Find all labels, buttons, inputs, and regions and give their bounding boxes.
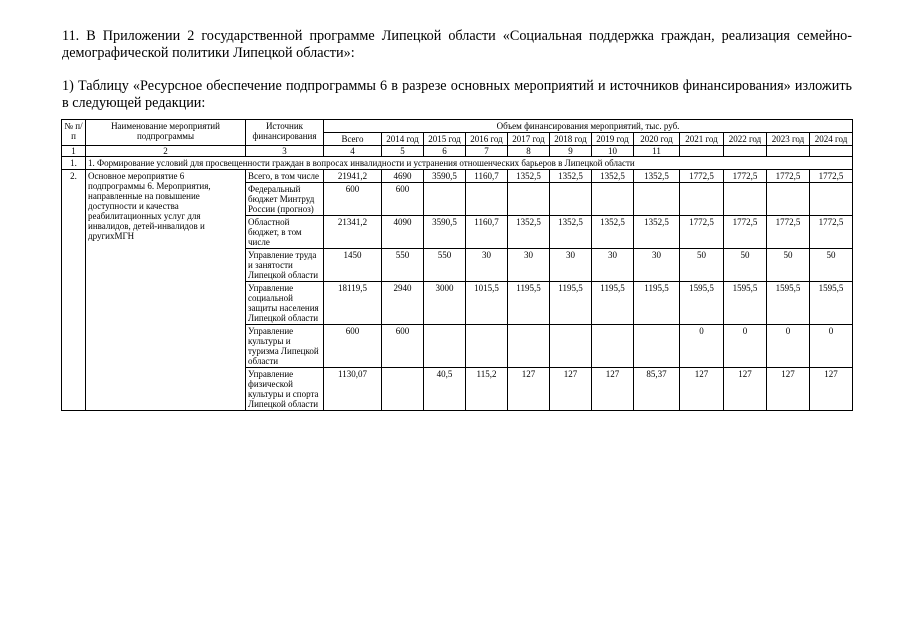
amount-cell: 30 (550, 249, 592, 282)
amount-cell: 0 (680, 325, 724, 368)
amount-cell: 1352,5 (634, 216, 680, 249)
funding-source-cell: Управление физической культуры и спорта Липецкой области (246, 368, 324, 411)
header-funding-source: Источник финансирования (246, 120, 324, 146)
amount-cell: 40,5 (424, 368, 466, 411)
amount-cell (767, 183, 810, 216)
column-number (724, 146, 767, 157)
amount-cell: 1195,5 (508, 282, 550, 325)
column-number: 3 (246, 146, 324, 157)
amount-cell: 1772,5 (810, 170, 853, 183)
amount-cell: 1352,5 (550, 216, 592, 249)
amount-cell: 1352,5 (508, 170, 550, 183)
amount-cell: 600 (324, 183, 382, 216)
amount-cell: 127 (767, 368, 810, 411)
header-year: 2014 год (382, 133, 424, 146)
amount-cell: 1352,5 (508, 216, 550, 249)
amount-cell: 2940 (382, 282, 424, 325)
amount-cell (382, 368, 424, 411)
column-number: 9 (550, 146, 592, 157)
amount-cell: 1772,5 (724, 216, 767, 249)
amount-cell: 30 (634, 249, 680, 282)
column-number: 8 (508, 146, 550, 157)
column-number (680, 146, 724, 157)
amount-cell: 1195,5 (634, 282, 680, 325)
amount-cell: 127 (810, 368, 853, 411)
column-number: 7 (466, 146, 508, 157)
amount-cell: 1195,5 (550, 282, 592, 325)
amount-cell: 1595,5 (767, 282, 810, 325)
amount-cell: 127 (724, 368, 767, 411)
funding-source-cell: Управление социальной защиты населения Липецкой области (246, 282, 324, 325)
header-year: 2021 год (680, 133, 724, 146)
column-number: 1 (62, 146, 86, 157)
amount-cell: 1160,7 (466, 216, 508, 249)
header-number: № п/п (62, 120, 86, 146)
amount-cell: 600 (324, 325, 382, 368)
column-number (767, 146, 810, 157)
amount-cell: 4690 (382, 170, 424, 183)
amount-cell: 1595,5 (810, 282, 853, 325)
item-name: Основное мероприятие 6 подпрограммы 6. Мероприятия, направленные на повышение доступности и качества реабилитационных услуг для инвалидов, детей-инвалидов и другихМГН (86, 170, 246, 411)
amount-cell: 550 (424, 249, 466, 282)
amount-cell (424, 183, 466, 216)
amount-cell: 1772,5 (810, 216, 853, 249)
amount-cell: 1130,07 (324, 368, 382, 411)
amount-cell (508, 183, 550, 216)
funding-source-cell: Управление культуры и туризма Липецкой области (246, 325, 324, 368)
amount-cell: 3000 (424, 282, 466, 325)
amount-cell: 30 (508, 249, 550, 282)
amount-cell: 0 (767, 325, 810, 368)
column-number: 5 (382, 146, 424, 157)
amount-cell: 1352,5 (592, 170, 634, 183)
amount-cell: 1195,5 (592, 282, 634, 325)
amount-cell: 1352,5 (550, 170, 592, 183)
amount-cell: 1595,5 (724, 282, 767, 325)
amount-cell (592, 183, 634, 216)
header-funding-volume: Объем финансирования мероприятий, тыс. руб. (324, 120, 853, 133)
column-number: 11 (634, 146, 680, 157)
header-year: Всего (324, 133, 382, 146)
amount-cell: 18119,5 (324, 282, 382, 325)
amount-cell (592, 325, 634, 368)
amount-cell (550, 325, 592, 368)
section-number: 1. (62, 157, 86, 170)
header-year: 2023 год (767, 133, 810, 146)
amount-cell: 1352,5 (592, 216, 634, 249)
header-year: 2024 год (810, 133, 853, 146)
amount-cell: 1772,5 (767, 170, 810, 183)
amount-cell (424, 325, 466, 368)
amount-cell: 1352,5 (634, 170, 680, 183)
amount-cell (680, 183, 724, 216)
amount-cell: 30 (592, 249, 634, 282)
amount-cell (634, 325, 680, 368)
amount-cell: 3590,5 (424, 216, 466, 249)
header-year: 2019 год (592, 133, 634, 146)
header-year: 2016 год (466, 133, 508, 146)
amount-cell (466, 325, 508, 368)
table-row (62, 170, 853, 183)
amount-cell (724, 183, 767, 216)
amount-cell: 21341,2 (324, 216, 382, 249)
header-year: 2015 год (424, 133, 466, 146)
paragraph-table-intro: 1) Таблицу «Ресурсное обеспечение подпрограммы 6 в разрезе основных мероприятий и источников финансирования» изложить в следующей редакции: (62, 78, 852, 111)
column-number: 2 (86, 146, 246, 157)
amount-cell (550, 183, 592, 216)
amount-cell (810, 183, 853, 216)
amount-cell: 0 (724, 325, 767, 368)
amount-cell: 3590,5 (424, 170, 466, 183)
column-number: 6 (424, 146, 466, 157)
funding-source-cell: Федеральный бюджет Минтруд России (прогноз) (246, 183, 324, 216)
column-number: 10 (592, 146, 634, 157)
amount-cell: 600 (382, 325, 424, 368)
amount-cell (466, 183, 508, 216)
amount-cell: 50 (767, 249, 810, 282)
amount-cell: 50 (680, 249, 724, 282)
amount-cell: 1450 (324, 249, 382, 282)
amount-cell: 1772,5 (680, 170, 724, 183)
header-year: 2020 год (634, 133, 680, 146)
item-number: 2. (62, 170, 86, 411)
section-title: 1. Формирование условий для просвещенности граждан в вопросах инвалидности и устранения отношенческих барьеров в Липецкой области (86, 157, 853, 170)
header-year: 2017 год (508, 133, 550, 146)
amount-cell: 4090 (382, 216, 424, 249)
funding-table (61, 119, 853, 411)
header-activity-name: Наименование мероприятий подпрограммы (86, 120, 246, 146)
amount-cell: 85,37 (634, 368, 680, 411)
amount-cell: 1772,5 (680, 216, 724, 249)
amount-cell: 127 (592, 368, 634, 411)
funding-source-cell: Всего, в том числе (246, 170, 324, 183)
funding-source-cell: Управление труда и занятости Липецкой области (246, 249, 324, 282)
amount-cell: 1772,5 (767, 216, 810, 249)
amount-cell: 127 (680, 368, 724, 411)
header-year: 2022 год (724, 133, 767, 146)
amount-cell (634, 183, 680, 216)
amount-cell: 600 (382, 183, 424, 216)
column-number: 4 (324, 146, 382, 157)
amount-cell: 1160,7 (466, 170, 508, 183)
amount-cell: 115,2 (466, 368, 508, 411)
paragraph-amendment-intro: 11. В Приложении 2 государственной программе Липецкой области «Социальная поддержка граждан, реализация семейно-демографической политики Липецкой области»: (62, 28, 852, 61)
funding-source-cell: Областной бюджет, в том числе (246, 216, 324, 249)
column-number (810, 146, 853, 157)
amount-cell: 30 (466, 249, 508, 282)
amount-cell: 0 (810, 325, 853, 368)
amount-cell: 50 (724, 249, 767, 282)
amount-cell: 21941,2 (324, 170, 382, 183)
amount-cell: 127 (550, 368, 592, 411)
amount-cell: 50 (810, 249, 853, 282)
amount-cell: 1772,5 (724, 170, 767, 183)
header-year: 2018 год (550, 133, 592, 146)
amount-cell: 1015,5 (466, 282, 508, 325)
amount-cell: 1595,5 (680, 282, 724, 325)
amount-cell: 550 (382, 249, 424, 282)
amount-cell (508, 325, 550, 368)
amount-cell: 127 (508, 368, 550, 411)
